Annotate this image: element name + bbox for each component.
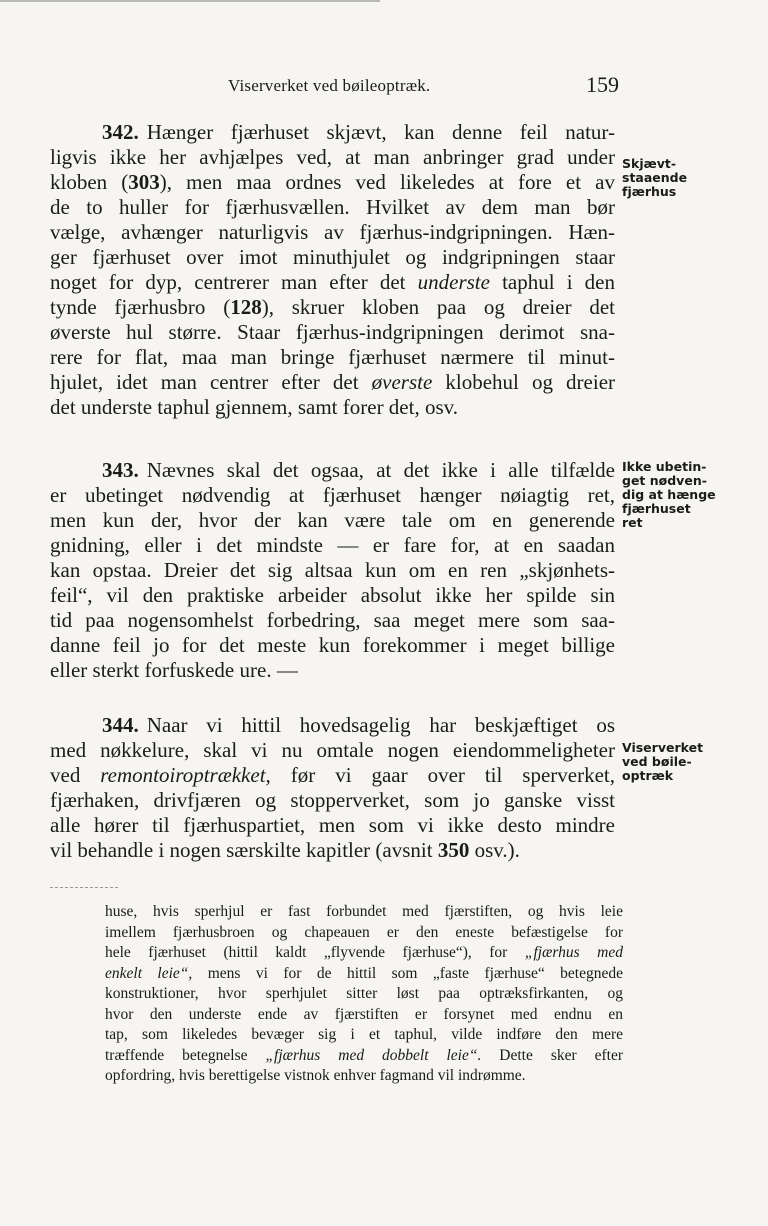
text-line: 344. Naar vi hittil hovedsagelig har beskjæftiget os	[102, 713, 615, 737]
footnote-line: hele fjærhuset (hittil kaldt „flyvende fjærhuse“), for „fjærhus med	[105, 944, 623, 961]
footnote-line: imellem fjærhusbroen og chapeauen er den eneste befæstigelse for	[105, 923, 623, 941]
text-line: feil“, vil den praktiske arbeider absolut ikke her spilde sin	[50, 583, 615, 607]
running-title: Viserverket ved bøileoptræk.	[228, 76, 431, 95]
text-line: hjulet, idet man centrer efter det øverste klobehul og dreier	[50, 370, 616, 394]
footnote-line: konstruktioner, hvor sperhjulet sitter løst paa optræksfirkanten, og	[105, 985, 623, 1002]
text-line: tynde fjærhusbro (128), skruer kloben paa og dreier det	[50, 295, 615, 319]
paragraph-342	[50, 120, 615, 420]
text-line: noget for dyp, centrerer man efter det underste taphul i den	[50, 270, 615, 294]
cross-reference: 303	[128, 170, 160, 194]
text-line: 343. Nævnes skal det ogsaa, at det ikke i alle tilfælde	[102, 458, 615, 482]
page-number: 159	[586, 72, 619, 97]
footnote-separator	[50, 887, 118, 888]
paragraph-343	[50, 458, 615, 683]
text-line: rere for flat, maa man bringe fjærhuset nærmere til minut-	[50, 345, 615, 369]
text-line: 342. Hænger fjærhuset skjævt, kan denne feil natur-	[102, 120, 615, 144]
cross-reference: 128	[230, 295, 262, 319]
text-line: vælge, avhænger naturligvis av fjærhus-indgripningen. Hæn-	[50, 220, 615, 244]
emphasis: underste	[417, 270, 490, 294]
text-line: tid paa nogensomhelst forbedring, saa meget mere som saa-	[50, 608, 615, 632]
footnote	[105, 902, 623, 1087]
emphasis: enkelt leie“,	[105, 964, 193, 982]
emphasis: øverste	[371, 370, 433, 394]
text-line: ved remontoiroptrækket, før vi gaar over til sperverket,	[50, 763, 615, 787]
text-line: alle hører til fjærhuspartiet, men som vi ikke desto mindre	[50, 813, 615, 837]
margin-note-344: Viserverket ved bøile- optræk	[622, 740, 704, 783]
emphasis: „fjærhus med	[524, 944, 623, 961]
text-line: men kun der, hvor der kan være tale om en generende	[50, 508, 615, 532]
footnote-line: huse, hvis sperhjul er fast forbundet med fjærstiften, og hvis leie	[105, 903, 623, 920]
margin-note-342: Skjævt- staaende fjærhus	[622, 156, 688, 199]
text-line: danne feil jo for det meste kun forekommer i meget billige	[50, 633, 615, 657]
text-line: kloben (303), men maa ordnes ved likeledes at fore et av	[50, 170, 615, 194]
page-header	[0, 72, 768, 102]
cross-reference: 350	[437, 838, 470, 862]
emphasis: „fjærhus med dobbelt leie“.	[265, 1046, 482, 1064]
text-line: det underste taphul gjennem, samt forer det, osv.	[50, 395, 459, 419]
text-line: vil behandle i nogen særskilte kapitler (avsnit 350 osv.).	[50, 838, 520, 862]
text-line: øverste hul større. Staar fjærhus-indgripningen derimot sna-	[50, 320, 615, 344]
footnote-line: enkelt leie“, mens vi for de hittil som „faste fjærhuse“ betegnede	[105, 964, 624, 982]
paragraph-344	[50, 713, 615, 863]
text-line: er ubetinget nødvendig at fjærhuset hænger nøiagtig ret,	[50, 483, 615, 507]
section-number: 342.	[102, 120, 139, 144]
text-line: kan opstaa. Dreier det sig altsaa kun om en ren „skjønhets-	[50, 558, 615, 582]
text-line: fjærhaken, drivfjæren og stopperverket, som jo ganske visst	[50, 788, 615, 812]
section-number: 343.	[102, 458, 139, 482]
text-line: ligvis ikke her avhjælpes ved, at man anbringer grad under	[50, 145, 615, 169]
text-line: eller sterkt forfuskede ure. —	[50, 658, 298, 682]
footnote-line: tap, som likeledes bevæger sig i et taphul, vilde indføre den mere	[105, 1026, 623, 1043]
section-number: 344.	[102, 713, 139, 737]
text-line: de to huller for fjærhusvællen. Hvilket av dem man bør	[50, 195, 615, 219]
emphasis: remontoiroptrækket,	[100, 763, 271, 787]
footnote-line: opfordring, hvis berettigelse vistnok enhver fagmand vil indrømme.	[105, 1067, 526, 1084]
page-edge-line	[0, 0, 380, 2]
footnote-line: træffende betegnelse „fjærhus med dobbelt leie“. Dette sker efter	[105, 1046, 623, 1064]
margin-note-343: Ikke ubetin- get nødven- dig at hænge fjærhuset ret	[622, 459, 716, 530]
footnote-line: hvor den underste ende av fjærstiften er forsynet med endnu en	[105, 1005, 623, 1023]
text-line: ger fjærhuset over imot minuthjulet og indgripningen staar	[50, 245, 615, 269]
text-line: gnidning, eller i det mindste — er fare for, at en saadan	[50, 533, 615, 557]
text-line: med nøkkelure, skal vi nu omtale nogen eiendommeligheter	[50, 738, 615, 762]
